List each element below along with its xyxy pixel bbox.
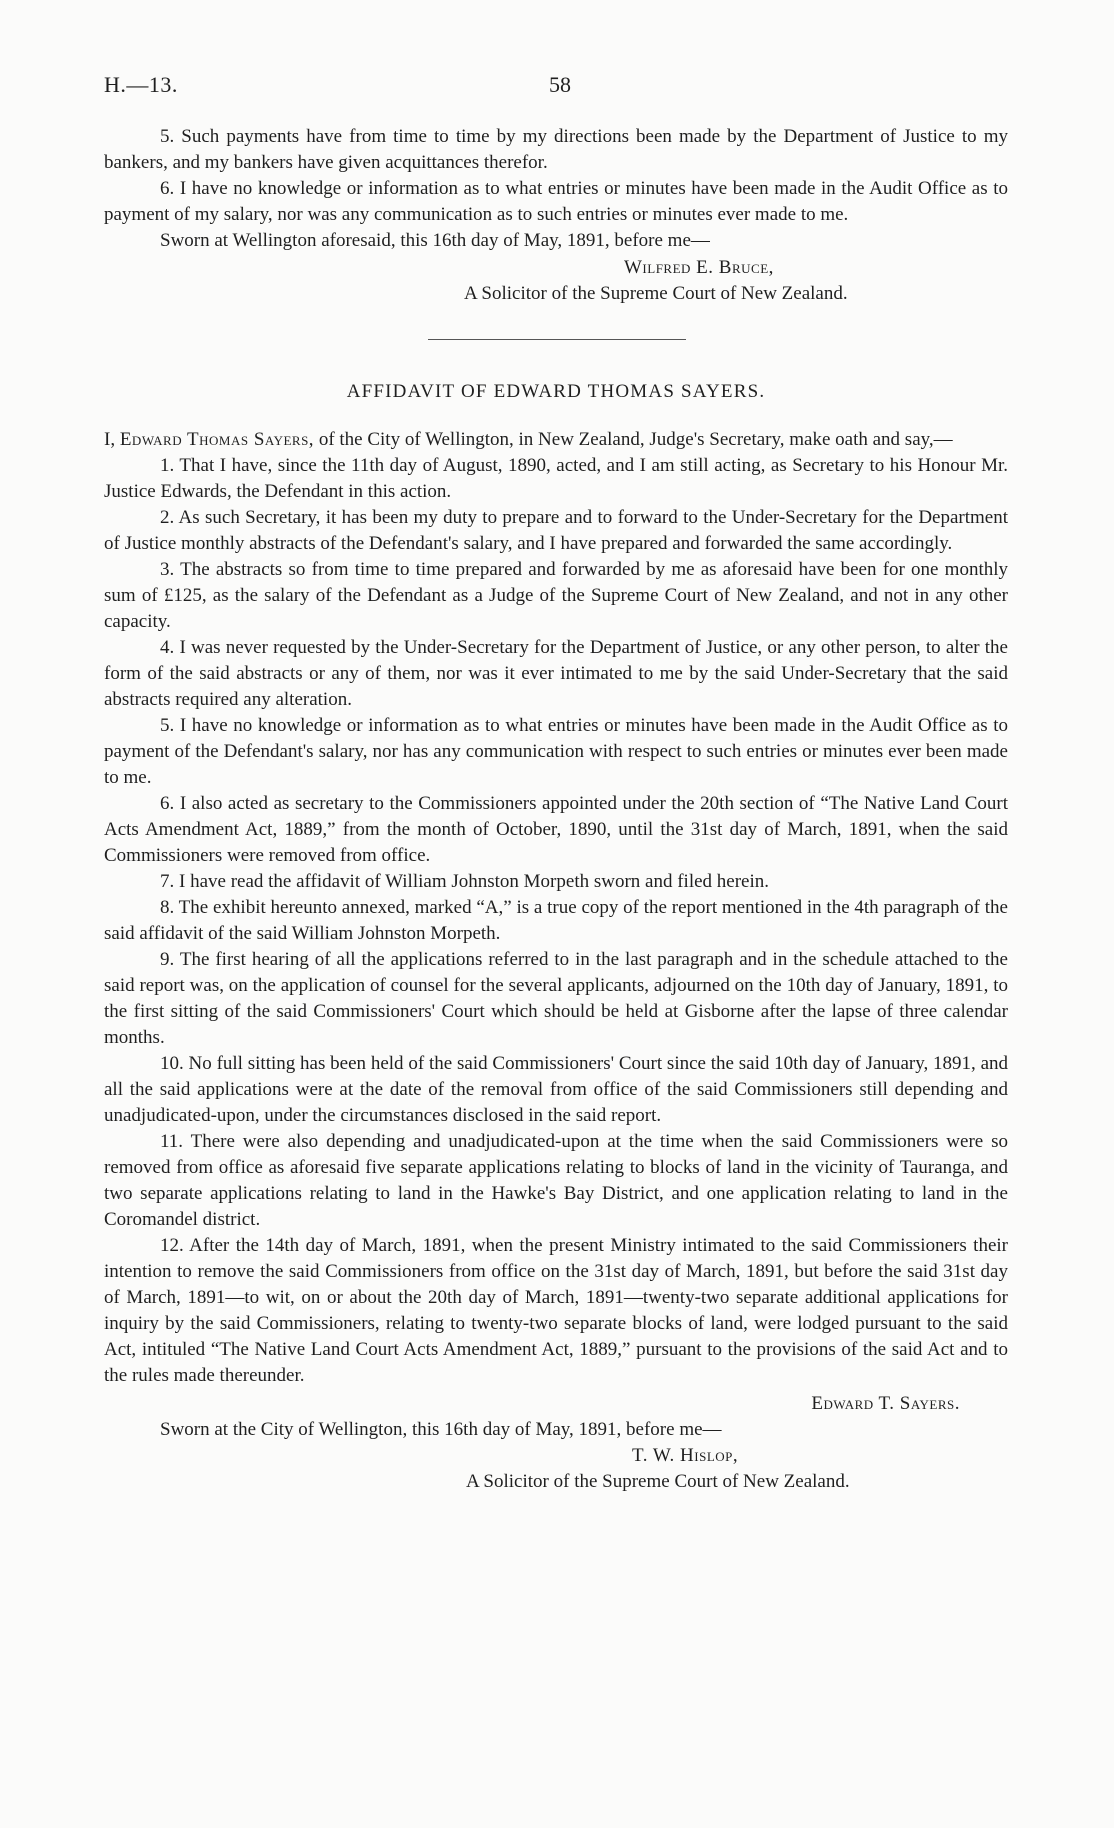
document-reference: H.—13.: [104, 72, 178, 97]
paragraph: 5. I have no knowledge or information as to what entries or minutes have been made in the Audit Office as to payment of the Defendant's salary, nor has any communication with respect to such entries or minutes ever been made to me.: [104, 715, 1008, 788]
paragraph: 1. That I have, since the 11th day of August, 1890, acted, and I am still acting, as Secretary to his Honour Mr. Justice Edwards, the Defendant in this action.: [104, 455, 1008, 502]
section-divider: [104, 307, 1008, 365]
signatory-name: T. W. Hislop,: [632, 1445, 739, 1466]
affidavit-intro: [104, 427, 1008, 453]
paragraph: 4. I was never requested by the Under-Secretary for the Department of Justice, or any other person, to alter the form of the said abstracts or any of them, nor was it ever intimated to me by the said Under-Secretary that the said abstracts required any alteration.: [104, 637, 1008, 710]
page-number: 58: [549, 72, 571, 97]
signatory-title: A Solicitor of the Supreme Court of New Zealand.: [466, 1471, 850, 1492]
sworn-statement: Sworn at Wellington aforesaid, this 16th day of May, 1891, before me—: [160, 230, 710, 251]
paragraph: 2. As such Secretary, it has been my duty to prepare and to forward to the Under-Secretary for the Department of Justice monthly abstracts of the Defendant's salary, and I have prepared and forwarded the same accordingly.: [104, 507, 1008, 554]
document-body: [104, 124, 1008, 1495]
deponent-name: Edward Thomas Sayers,: [119, 429, 315, 450]
paragraph: 12. After the 14th day of March, 1891, when the present Ministry intimated to the said Commissioners their intention to remove the said Commissioners from office on the 31st day of March, 1891, but before the said 31st day of March, 1891—to wit, on or about the 20th day of March, 1891—twenty-two separate additional applications for inquiry by the said Commissioners, relating to twenty-two separate blocks of land, were lodged pursuant to the said Act, intituled “The Native Land Court Acts Amendment Act, 1889,” pursuant to the provisions of the said Act and to the rules made thereunder.: [104, 1235, 1008, 1386]
paragraph: 5. Such payments have from time to time by my directions been made by the Department of Justice to my bankers, and my bankers have given acquittances therefor.: [104, 126, 1008, 173]
signatory-title: A Solicitor of the Supreme Court of New Zealand.: [464, 283, 848, 304]
paragraph: 11. There were also depending and unadjudicated-upon at the time when the said Commissioners were so removed from office as aforesaid five separate applications relating to blocks of land in the vicinity of Tauranga, and two separate applications relating to land in the Hawke's Bay District, and one application relating to land in the Coromandel district.: [104, 1131, 1008, 1230]
paragraph: 6. I have no knowledge or information as to what entries or minutes have been made in the Audit Office as to payment of my salary, nor was any communication as to such entries or minutes ever made to me.: [104, 178, 1008, 225]
intro-prefix: I,: [104, 429, 116, 450]
paragraph: 10. No full sitting has been held of the said Commissioners' Court since the said 10th day of January, 1891, and all the said applications were at the date of the removal from office of the said Commissioners still depending and unadjudicated-upon, under the circumstances disclosed in the said report.: [104, 1053, 1008, 1126]
paragraph: 7. I have read the affidavit of William Johnston Morpeth sworn and filed herein.: [160, 871, 770, 892]
deponent-signature: Edward T. Sayers.: [811, 1393, 960, 1414]
paragraph: 9. The first hearing of all the applications referred to in the last paragraph and in the schedule attached to the said report was, on the application of counsel for the several applicants, adjourned on the 10th day of January, 1891, to the first sitting of the said Commissioners' Court which should be held at Gisborne after the lapse of three calendar months.: [104, 949, 1008, 1048]
paragraph: 6. I also acted as secretary to the Commissioners appointed under the 20th section of “The Native Land Court Acts Amendment Act, 1889,” from the month of October, 1890, until the 31st day of March, 1891, when the said Commissioners were removed from office.: [104, 793, 1008, 866]
signatory-name: Wilfred E. Bruce,: [624, 257, 774, 278]
affidavit-heading: AFFIDAVIT OF EDWARD THOMAS SAYERS.: [346, 381, 766, 402]
paragraph: 8. The exhibit hereunto annexed, marked “A,” is a true copy of the report mentioned in the 4th paragraph of the said affidavit of the said William Johnston Morpeth.: [104, 897, 1008, 944]
intro-text: of the City of Wellington, in New Zealand, Judge's Secretary, make oath and say,—: [318, 429, 953, 450]
paragraph: 3. The abstracts so from time to time prepared and forwarded by me as aforesaid have been for one monthly sum of £125, as the salary of the Defendant as a Judge of the Supreme Court of New Zealand, and not in any other capacity.: [104, 559, 1008, 632]
sworn-statement: Sworn at the City of Wellington, this 16th day of May, 1891, before me—: [160, 1419, 722, 1440]
